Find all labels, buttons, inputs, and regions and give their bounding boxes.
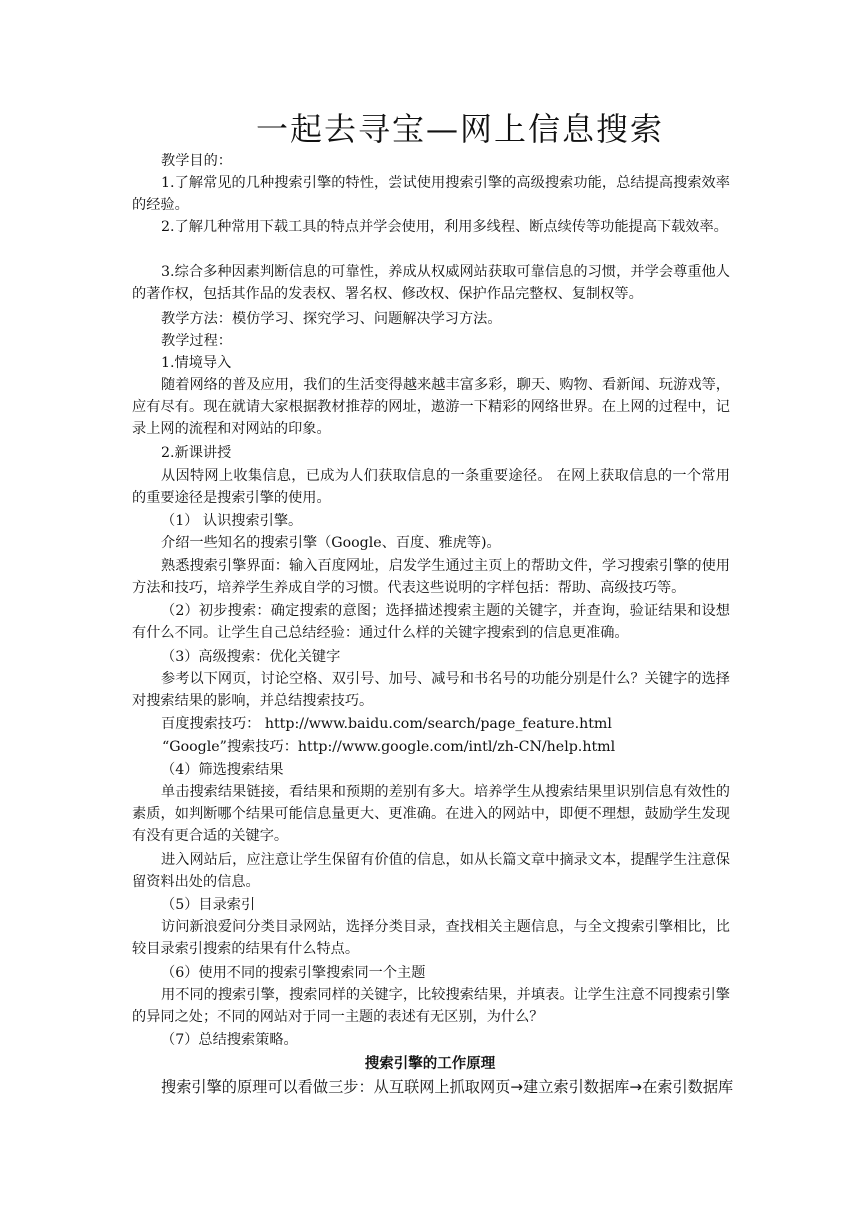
paragraph-item-5: （5）目录索引: [161, 897, 256, 913]
paragraph-new-lesson-text: 从因特网上收集信息，已成为人们获取信息的一条重要途径。 在网上获取信息的一个常用的重要途径是搜索引擎的使用。: [132, 468, 730, 506]
paragraph-item-1: （1） 认识搜索引擎。: [161, 513, 303, 529]
paragraph-reference-pages: 参考以下网页，讨论空格、双引号、加号、减号和书名号的功能分别是什么？关键字的选择对搜索结果的影响，并总结搜索技巧。: [132, 671, 730, 709]
paragraph-search-engines-intro: 介绍一些知名的搜索引擎（Google、百度、雅虎等)。: [161, 535, 501, 551]
paragraph-item-6: （6）使用不同的搜索引擎搜索同一个主题: [161, 965, 426, 981]
paragraph-filter-results: 单击搜索结果链接，看结果和预期的差别有多大。培养学生从搜索结果里识别信息有效性的素质，如判断哪个结果可能信息量更大、更准确。在进入的网站中，即便不理想，鼓励学生发现有没有更合适的关键字。: [132, 784, 730, 844]
paragraph-item-2: （2）初步搜索：确定搜索的意图；选择描述搜索主题的关键字，并查询，验证结果和设想有什么不同。让学生自己总结经验：通过什么样的关键字搜索到的信息更准确。: [132, 603, 730, 641]
paragraph-teaching-goals-label: 教学目的：: [161, 153, 232, 169]
page-title: 一起去寻宝—网上信息搜索: [255, 110, 664, 148]
paragraph-intro-text: 随着网络的普及应用，我们的生活变得越来越丰富多彩，聊天、购物、看新闻、玩游戏等，应有尽有。现在就请大家根据教材推荐的网址，遨游一下精彩的网络世界。在上网的过程中，记录上网的流程和对网站的印象。: [132, 377, 730, 437]
paragraph-teaching-methods: 教学方法：模仿学习、探究学习、问题解决学习方法。: [161, 311, 502, 327]
paragraph-google-tips: “Google”搜索技巧：http://www.google.com/intl/zh-CN/help.html: [162, 739, 616, 755]
paragraph-item-7: （7）总结搜索策略。: [161, 1032, 298, 1048]
section-heading: 搜索引擎的工作原理: [364, 1056, 496, 1072]
paragraph-section-1: 1.情境导入: [161, 355, 232, 371]
paragraph-goal-3: 3.综合多种因素判断信息的可靠性，养成从权威网站获取可靠信息的习惯，并学会尊重他人的著作权，包括其作品的发表权、署名权、修改权、保护作品完整权、复制权等。: [132, 264, 730, 302]
paragraph-section-2: 2.新课讲授: [161, 445, 232, 461]
paragraph-teaching-process-label: 教学过程：: [161, 333, 232, 349]
paragraph-item-3: （3）高级搜索：优化关键字: [161, 649, 341, 665]
paragraph-principle: 搜索引擎的原理可以看做三步：从互联网上抓取网页→建立索引数据库→在索引数据库: [161, 1078, 734, 1096]
paragraph-keep-info: 进入网站后，应注意让学生保留有价值的信息，如从长篇文章中摘录文本，提醒学生注意保留资料出处的信息。: [132, 852, 730, 890]
paragraph-directory-index: 访问新浪爱问分类目录网站，选择分类目录，查找相关主题信息，与全文搜索引擎相比，比较目录索引搜索的结果有什么特点。: [132, 919, 730, 957]
paragraph-goal-1: 1.了解常见的几种搜索引擎的特性，尝试使用搜索引擎的高级搜索功能，总结提高搜索效率的经验。: [132, 175, 730, 213]
paragraph-familiarize-interface: 熟悉搜索引擎界面：输入百度网址，启发学生通过主页上的帮助文件，学习搜索引擎的使用方法和技巧，培养学生养成自学的习惯。代表这些说明的字样包括：帮助、高级技巧等。: [132, 558, 730, 596]
paragraph-baidu-tips: 百度搜索技巧： http://www.baidu.com/search/page_feature.html: [161, 716, 612, 732]
paragraph-compare-engines: 用不同的搜索引擎，搜索同样的关键字，比较搜索结果，并填表。让学生注意不同搜索引擎的异同之处；不同的网站对于同一主题的表述有无区别，为什么？: [132, 987, 730, 1025]
paragraph-goal-2: 2.了解几种常用下载工具的特点并学会使用，利用多线程、断点续传等功能提高下载效率。: [161, 219, 728, 235]
paragraph-item-4: （4）筛选搜索结果: [161, 762, 284, 778]
